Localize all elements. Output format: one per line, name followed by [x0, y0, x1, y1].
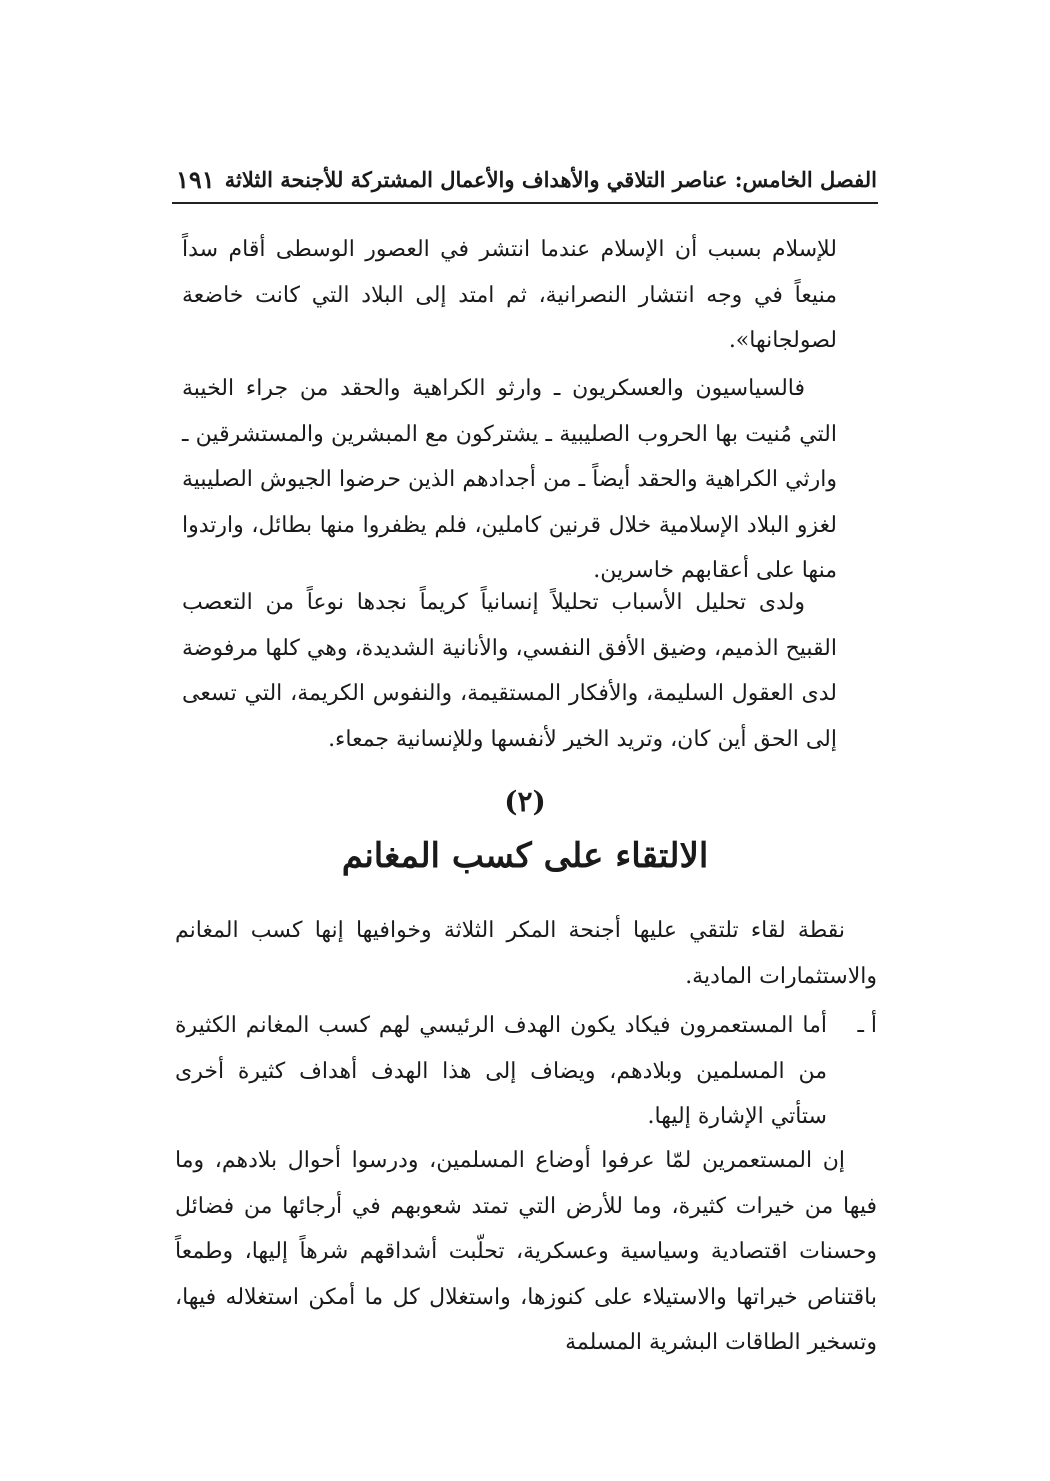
header-rule — [172, 202, 878, 204]
chapter-title: الفصل الخامس: عناصر التلاقي والأهداف والأعمال المشتركة للأجنحة الثلاثة — [224, 167, 877, 192]
paragraph-politicians — [182, 366, 837, 594]
paragraph-meeting-point — [175, 908, 877, 999]
paragraph-text: ولدى تحليل الأسباب تحليلاً إنسانياً كريماً نجدها نوعاً من التعصب القبيح الذميم، وضيق الأفق النفسي، والأنانية الشديدة، وهي كلها مرفوضة لدى العقول السليمة، والأفكار المستقيمة، والنفوس الكريمة، التي تسعى إلى الحق أين كان، وتريد الخير لأنفسها وللإنسانية جمعاء. — [182, 590, 837, 752]
paragraph-text: فالسياسيون والعسكريون ـ وارثو الكراهية والحقد من جراء الخيبة التي مُنيت بها الحروب الصليبية ـ يشتركون مع المبشرين والمستشرقين ـ وارثي الكراهية والحقد أيضاً ـ من أجدادهم الذين حرضوا الجيوش الصليبية لغزو البلاد الإسلامية خلال قرنين كاملين، فلم يظفروا منها بطائل، وارتدوا منها على أعقابهم خاسرين. — [182, 376, 837, 583]
running-header — [172, 160, 877, 200]
list-item-a — [175, 1003, 877, 1140]
list-marker: أ ـ — [857, 1013, 877, 1038]
paragraph-continuation — [182, 227, 837, 364]
paragraph-text: للإسلام بسبب أن الإسلام عندما انتشر في العصور الوسطى أقام سداً منيعاً في وجه انتشار النصرانية، ثم امتد إلى البلاد التي كانت خاضعة لصولجانها». — [182, 237, 837, 353]
page-number: ١٩١ — [176, 165, 215, 194]
list-item-text: أما المستعمرون فيكاد يكون الهدف الرئيسي لهم كسب المغانم الكثيرة من المسلمين وبلادهم، ويضاف إلى هذا الهدف أهداف كثيرة أخرى ستأتي الإشارة إليها. — [175, 1013, 827, 1129]
paragraph-analysis — [182, 580, 837, 762]
paragraph-colonizers — [175, 1138, 877, 1366]
paragraph-text: نقطة لقاء تلتقي عليها أجنحة المكر الثلاثة وخوافيها إنها كسب المغانم والاستثمارات المادية. — [175, 918, 877, 989]
section-title: الالتقاء على كسب المغانم — [341, 836, 709, 876]
paragraph-text: إن المستعمرين لمّا عرفوا أوضاع المسلمين، ودرسوا أحوال بلادهم، وما فيها من خيرات كثيرة، وما للأرض التي تمتد شعوبهم في أرجائها من فضائل وحسنات اقتصادية وسياسية وعسكرية، تحلّبت أشداقهم شرهاً إليها، وطمعاً باقتناص خيراتها والاستيلاء على كنوزها، واستغلال كل ما أمكن استغلاله فيها، وتسخير الطاقات البشرية المسلمة — [175, 1148, 877, 1355]
section-number: (٢) — [504, 785, 546, 818]
